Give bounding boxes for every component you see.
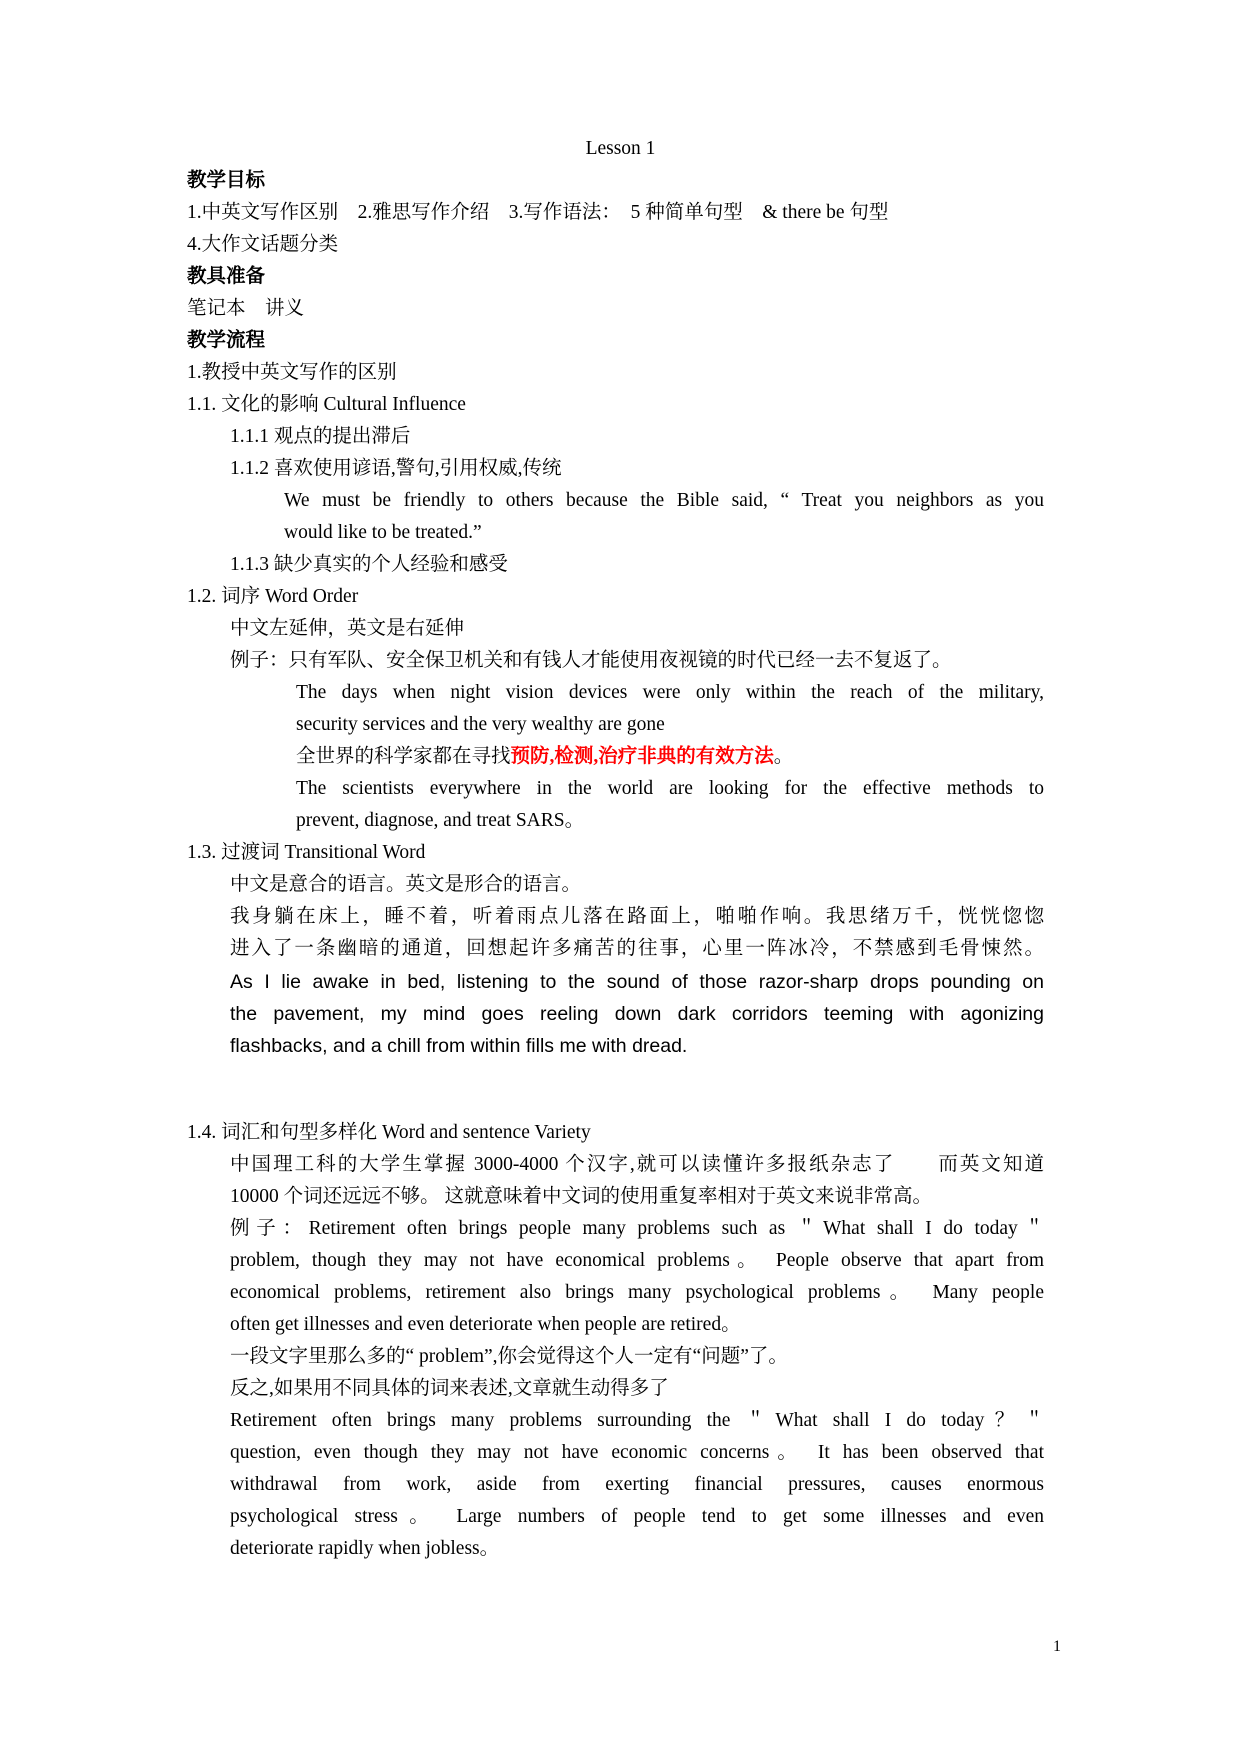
word-order-example-en-2: security services and the very wealthy are gone xyxy=(296,714,665,735)
transitional-example-cn-2: 进入了一条幽暗的通道，回想起许多痛苦的往事，心里一阵冰冷，不禁感到毛骨悚然。 xyxy=(230,938,1044,959)
variety-text-2: 10000 个词还远远不够。 这就意味着中文词的使用重复率相对于英文来说非常高。 xyxy=(230,1186,933,1207)
heading-teaching-tools: 教具准备 xyxy=(187,266,266,287)
variety-rewrite-2: question, even though they may not have economic concerns。 It has been observed that xyxy=(230,1442,1044,1463)
transitional-example-en-2: the pavement, my mind goes reeling down dark corridors teeming with agonizing xyxy=(230,1003,1044,1025)
goals-line-1: 1.中英文写作区别 2.雅思写作介绍 3.写作语法： 5 种简单句型 & there be 句型 xyxy=(187,202,889,223)
word-order-note: 中文左延伸，英文是右延伸 xyxy=(230,618,465,639)
example-bible-line-2: would like to be treated.” xyxy=(284,522,482,543)
section-1-1: 1.1. 文化的影响 Cultural Influence xyxy=(187,394,466,415)
heading-teaching-goals: 教学目标 xyxy=(187,170,266,191)
variety-text-1: 中国理工科的大学生掌握 3000-4000 个汉字,就可以读懂许多报纸杂志了 而英文知道 xyxy=(230,1154,1044,1175)
sars-example-en-1: The scientists everywhere in the world are looking for the effective methods to xyxy=(296,778,1044,799)
transitional-example-cn-1: 我身躺在床上，睡不着，听着雨点儿落在路面上，啪啪作响。我思绪万千，恍恍惚惚 xyxy=(230,906,1044,927)
variety-rewrite-5: deteriorate rapidly when jobless。 xyxy=(230,1538,500,1559)
transitional-example-en-1: As I lie awake in bed, listening to the sound of those razor-sharp drops pounding on xyxy=(230,971,1044,993)
lesson-title: Lesson 1 xyxy=(585,138,656,159)
tools-text: 笔记本 讲义 xyxy=(187,298,305,319)
sars-example-cn xyxy=(296,745,793,769)
transitional-note: 中文是意合的语言。英文是形合的语言。 xyxy=(230,874,582,895)
word-order-example-en-1: The days when night vision devices were only within the reach of the military, xyxy=(296,682,1044,703)
sars-example-cn-pre: 全世界的科学家都在寻找 xyxy=(296,746,511,767)
sars-example-cn-post: 。 xyxy=(773,746,794,767)
variety-example-2: problem, though they may not have economical problems。 People observe that apart from xyxy=(230,1250,1044,1271)
variety-example-3: economical problems, retirement also brings many psychological problems。 Many people xyxy=(230,1282,1044,1303)
variety-rewrite-4: psychological stress。 Large numbers of people tend to get some illnesses and even xyxy=(230,1506,1044,1527)
example-bible-line-1: We must be friendly to others because the Bible said, “ Treat you neighbors as you xyxy=(284,490,1044,511)
goals-line-2: 4.大作文话题分类 xyxy=(187,234,339,255)
section-1: 1.教授中英文写作的区别 xyxy=(187,362,397,383)
variety-rewrite-3: withdrawal from work, aside from exerting financial pressures, causes enormous xyxy=(230,1474,1044,1495)
transitional-example-en-3: flashbacks, and a chill from within fills me with dread. xyxy=(230,1035,688,1057)
variety-comment-1: 一段文字里那么多的“ problem”,你会觉得这个人一定有“问题”了。 xyxy=(230,1346,788,1367)
heading-teaching-flow: 教学流程 xyxy=(187,330,266,351)
section-1-4: 1.4. 词汇和句型多样化 Word and sentence Variety xyxy=(187,1122,591,1143)
variety-example-4: often get illnesses and even deteriorate when people are retired。 xyxy=(230,1314,741,1335)
variety-rewrite-1: Retirement often brings many problems surrounding the ＂What shall I do today？＂ xyxy=(230,1410,1044,1431)
word-order-example-cn: 例子：只有军队、安全保卫机关和有钱人才能使用夜视镜的时代已经一去不复返了。 xyxy=(230,650,952,671)
sars-example-cn-highlight: 预防,检测,治疗非典的有效方法 xyxy=(510,746,774,767)
variety-example-1: 例子：Retirement often brings people many problems such as ＂What shall I do today＂ xyxy=(230,1218,1044,1239)
section-1-1-3: 1.1.3 缺少真实的个人经验和感受 xyxy=(230,554,508,575)
sars-example-en-2: prevent, diagnose, and treat SARS。 xyxy=(296,810,585,831)
variety-comment-2: 反之,如果用不同具体的词来表述,文章就生动得多了 xyxy=(230,1378,669,1399)
section-1-1-2: 1.1.2 喜欢使用谚语,警句,引用权威,传统 xyxy=(230,458,562,479)
section-1-3: 1.3. 过渡词 Transitional Word xyxy=(187,842,426,863)
page-number: 1 xyxy=(1053,1638,1061,1655)
section-1-1-1: 1.1.1 观点的提出滞后 xyxy=(230,426,411,447)
section-1-2: 1.2. 词序 Word Order xyxy=(187,586,359,607)
